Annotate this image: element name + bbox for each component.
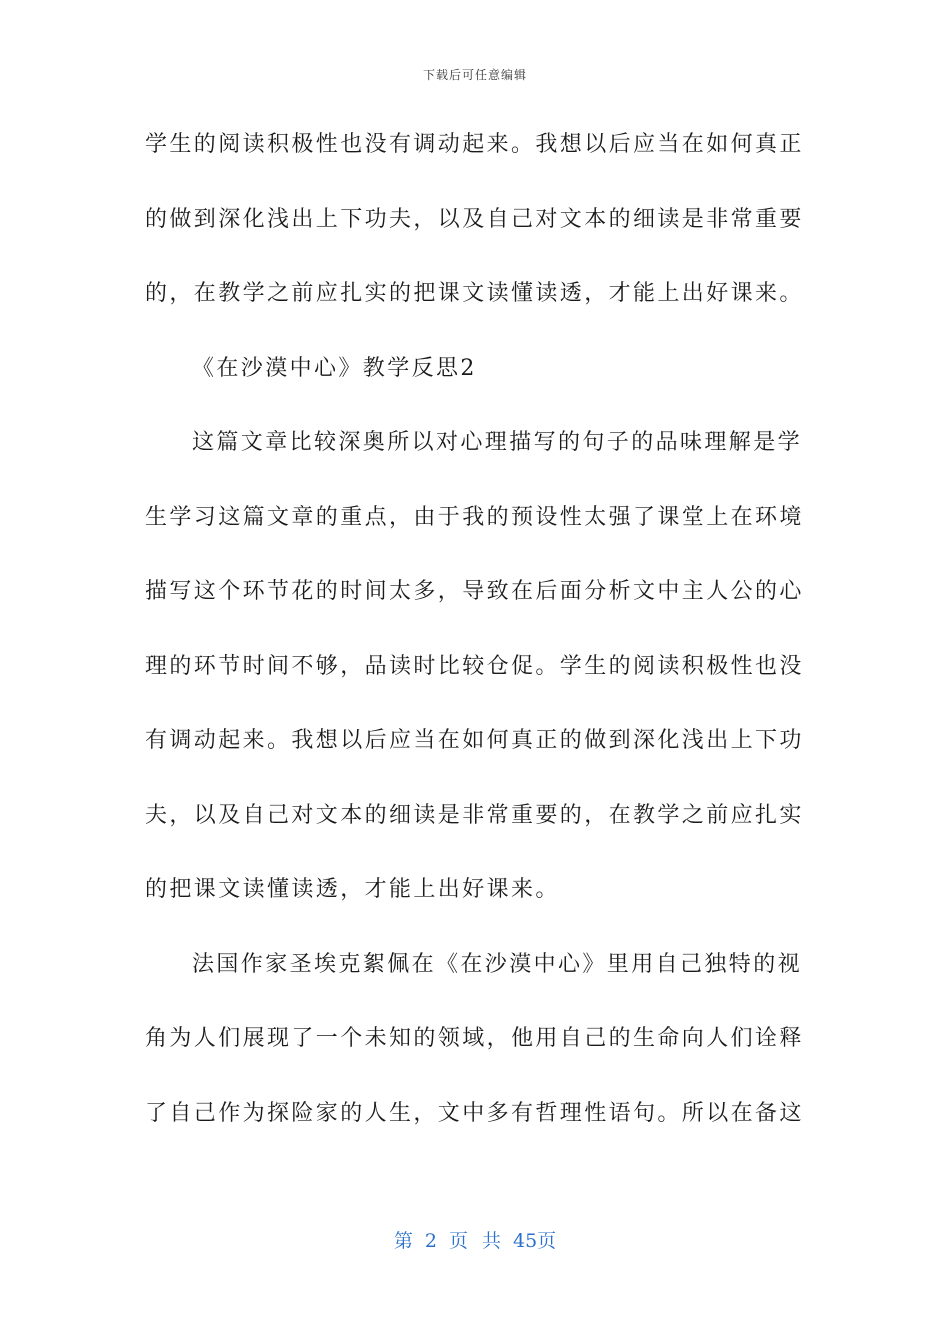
footer-current-page: 2: [424, 1230, 437, 1252]
text-line: 的，在教学之前应扎实的把课文读懂读透，才能上出好课来。: [145, 281, 804, 306]
section-heading: 《在沙漠中心》教学反思2: [192, 355, 477, 381]
page-footer: [0, 1226, 950, 1253]
text-line: 描写这个环节花的时间太多，导致在后面分析文中主人公的心: [145, 579, 804, 604]
document-body: [145, 120, 804, 1163]
footer-total-pages: 45页: [512, 1230, 557, 1252]
text-line: 了自己作为探险家的人生，文中多有哲理性语句。所以在备这: [145, 1100, 804, 1126]
text-line: 的把课文读懂读透，才能上出好课来。: [145, 877, 560, 902]
text-line: 学生的阅读积极性也没有调动起来。我想以后应当在如何真正: [145, 132, 804, 157]
text-line: 生学习这篇文章的重点，由于我的预设性太强了课堂上在环境: [145, 504, 804, 530]
text-line: 有调动起来。我想以后应当在如何真正的做到深化浅出上下功: [145, 728, 804, 753]
text-line: 理的环节时间不够，品读时比较仓促。学生的阅读积极性也没: [145, 653, 804, 679]
text-line: 法国作家圣埃克絮佩在《在沙漠中心》里用自己独特的视: [192, 951, 803, 977]
page-header-note: 下载后可任意编辑: [422, 68, 527, 82]
footer-prefix: 第: [393, 1230, 413, 1252]
text-line: 的做到深化浅出上下功夫，以及自己对文本的细读是非常重要: [145, 206, 804, 232]
text-line: 这篇文章比较深奥所以对心理描写的句子的品味理解是学: [192, 430, 803, 455]
text-line: 夫，以及自己对文本的细读是非常重要的，在教学之前应扎实: [145, 802, 804, 828]
text-line: 角为人们展现了一个未知的领域，他用自己的生命向人们诠释: [145, 1026, 804, 1051]
footer-middle: 页 共: [448, 1230, 501, 1252]
